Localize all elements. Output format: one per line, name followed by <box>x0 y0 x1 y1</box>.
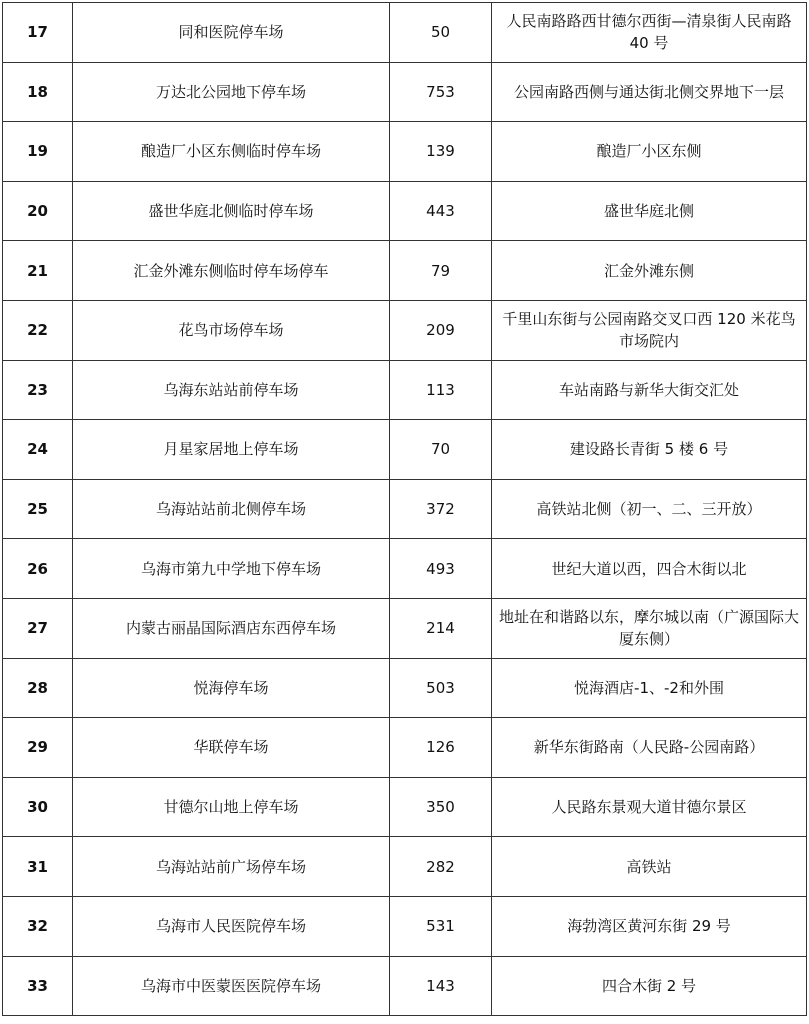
parking-space-count: 209 <box>390 300 492 360</box>
table-row <box>3 420 807 480</box>
parking-lot-name: 悦海停车场 <box>73 658 390 718</box>
parking-lot-name: 乌海市第九中学地下停车场 <box>73 539 390 599</box>
parking-lot-address: 公园南路西侧与通达街北侧交界地下一层 <box>492 62 807 122</box>
row-number: 32 <box>3 896 73 956</box>
parking-lot-address: 汇金外滩东侧 <box>492 241 807 301</box>
table-row <box>3 300 807 360</box>
parking-lot-address: 悦海酒店-1、-2和外围 <box>492 658 807 718</box>
row-number: 18 <box>3 62 73 122</box>
parking-space-count: 531 <box>390 896 492 956</box>
row-number: 29 <box>3 718 73 778</box>
table-row <box>3 837 807 897</box>
row-number: 33 <box>3 956 73 1016</box>
parking-lot-name: 乌海东站站前停车场 <box>73 360 390 420</box>
parking-space-count: 753 <box>390 62 492 122</box>
table-row <box>3 241 807 301</box>
row-number: 23 <box>3 360 73 420</box>
parking-space-count: 70 <box>390 420 492 480</box>
table-row <box>3 956 807 1016</box>
parking-space-count: 282 <box>390 837 492 897</box>
parking-space-count: 493 <box>390 539 492 599</box>
parking-space-count: 350 <box>390 777 492 837</box>
table-row <box>3 658 807 718</box>
parking-lot-name: 花鸟市场停车场 <box>73 300 390 360</box>
parking-lot-address: 海勃湾区黄河东街 29 号 <box>492 896 807 956</box>
parking-lot-address: 千里山东街与公园南路交叉口西 120 米花鸟市场院内 <box>492 300 807 360</box>
parking-space-count: 214 <box>390 598 492 658</box>
parking-lot-name: 乌海市中医蒙医医院停车场 <box>73 956 390 1016</box>
parking-lot-address: 盛世华庭北侧 <box>492 181 807 241</box>
table-row <box>3 539 807 599</box>
row-number: 27 <box>3 598 73 658</box>
parking-lot-name: 月星家居地上停车场 <box>73 420 390 480</box>
parking-space-count: 139 <box>390 122 492 182</box>
table-row <box>3 896 807 956</box>
parking-space-count: 50 <box>390 3 492 63</box>
parking-lot-name: 盛世华庭北侧临时停车场 <box>73 181 390 241</box>
table-row <box>3 479 807 539</box>
table-row <box>3 122 807 182</box>
parking-lot-address: 高铁站 <box>492 837 807 897</box>
row-number: 24 <box>3 420 73 480</box>
parking-lot-address: 建设路长青街 5 楼 6 号 <box>492 420 807 480</box>
parking-lot-name: 万达北公园地下停车场 <box>73 62 390 122</box>
parking-space-count: 443 <box>390 181 492 241</box>
row-number: 20 <box>3 181 73 241</box>
table-row <box>3 598 807 658</box>
table-row <box>3 181 807 241</box>
table-row <box>3 718 807 778</box>
parking-lot-name: 乌海市人民医院停车场 <box>73 896 390 956</box>
parking-lot-name: 内蒙古丽晶国际酒店东西停车场 <box>73 598 390 658</box>
parking-space-count: 126 <box>390 718 492 778</box>
row-number: 22 <box>3 300 73 360</box>
parking-lot-name: 汇金外滩东侧临时停车场停车 <box>73 241 390 301</box>
row-number: 19 <box>3 122 73 182</box>
parking-lot-name: 甘德尔山地上停车场 <box>73 777 390 837</box>
parking-lot-address: 地址在和谐路以东，摩尔城以南（广源国际大厦东侧） <box>492 598 807 658</box>
table-row <box>3 360 807 420</box>
row-number: 25 <box>3 479 73 539</box>
parking-lot-address: 人民南路路西甘德尔西街—清泉街人民南路 40 号 <box>492 3 807 63</box>
parking-lot-table <box>2 2 807 1016</box>
row-number: 17 <box>3 3 73 63</box>
table-body <box>3 3 807 1016</box>
parking-lot-address: 新华东街路南（人民路-公园南路） <box>492 718 807 778</box>
parking-lot-address: 人民路东景观大道甘德尔景区 <box>492 777 807 837</box>
parking-lot-address: 高铁站北侧（初一、二、三开放） <box>492 479 807 539</box>
row-number: 21 <box>3 241 73 301</box>
parking-space-count: 113 <box>390 360 492 420</box>
parking-lot-address: 酿造厂小区东侧 <box>492 122 807 182</box>
row-number: 31 <box>3 837 73 897</box>
parking-space-count: 79 <box>390 241 492 301</box>
row-number: 26 <box>3 539 73 599</box>
parking-lot-name: 华联停车场 <box>73 718 390 778</box>
row-number: 28 <box>3 658 73 718</box>
parking-lot-name: 同和医院停车场 <box>73 3 390 63</box>
parking-lot-address: 四合木街 2 号 <box>492 956 807 1016</box>
parking-space-count: 372 <box>390 479 492 539</box>
parking-lot-address: 车站南路与新华大街交汇处 <box>492 360 807 420</box>
table-row <box>3 62 807 122</box>
table-row <box>3 3 807 63</box>
parking-lot-name: 酿造厂小区东侧临时停车场 <box>73 122 390 182</box>
parking-space-count: 503 <box>390 658 492 718</box>
parking-lot-address: 世纪大道以西，四合木街以北 <box>492 539 807 599</box>
row-number: 30 <box>3 777 73 837</box>
parking-space-count: 143 <box>390 956 492 1016</box>
table-row <box>3 777 807 837</box>
parking-lot-name: 乌海站站前广场停车场 <box>73 837 390 897</box>
parking-lot-name: 乌海站站前北侧停车场 <box>73 479 390 539</box>
